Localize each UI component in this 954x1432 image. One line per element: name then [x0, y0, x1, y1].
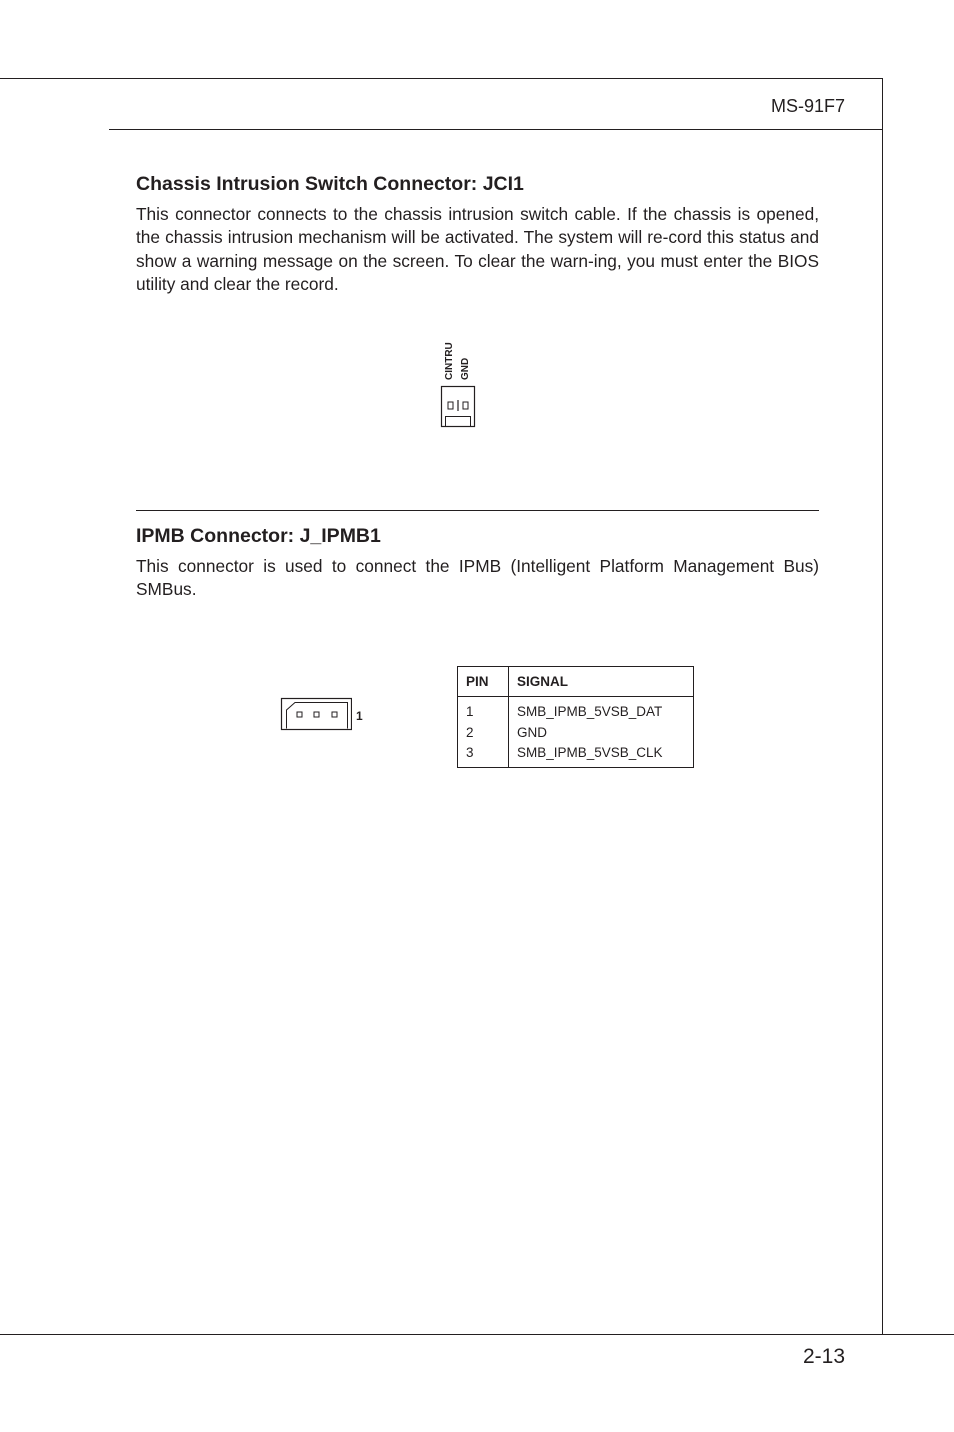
signal-cell: SMB_IPMB_5VSB_CLK	[517, 745, 663, 760]
top-rule	[0, 78, 883, 79]
ipmb-pin-table	[457, 666, 694, 768]
cintru-label: CINTRU	[444, 342, 455, 380]
bottom-rule	[0, 1334, 954, 1335]
page-number: 2-13	[802, 1345, 845, 1368]
section-divider	[136, 510, 819, 511]
pin1-marker: 1	[356, 709, 363, 723]
ipmb-header-icon	[278, 694, 352, 736]
signal-cell: GND	[517, 724, 547, 740]
header-rule	[109, 129, 883, 130]
gnd-label: GND	[460, 357, 471, 380]
section-title-ipmb: IPMB Connector: J_IPMB1	[136, 525, 381, 547]
ipmb-connector-diagram	[278, 694, 368, 736]
table-header-row	[458, 667, 694, 697]
right-margin-rule	[882, 78, 883, 1335]
column-header-pin: PIN	[458, 667, 509, 697]
signal-column	[509, 697, 694, 768]
section-title-jci1: Chassis Intrusion Switch Connector: JCI1	[136, 173, 524, 195]
column-header-signal: SIGNAL	[509, 667, 694, 697]
section-body-ipmb: This connector is used to connect the IPMB (Intelligent Platform Management Bus) SMBus.	[136, 556, 819, 600]
section-body-jci1: This connector connects to the chassis intrusion switch cable. If the chassis is opened, the chassis intrusion mechanism will be activated. The system will re-cord this status and show a warning message on the screen. To clear the warn-ing, you must enter the BIOS utility and clear the record.	[136, 204, 819, 295]
jci1-header-icon	[436, 330, 486, 435]
pin-cell: 2	[466, 724, 474, 740]
jci1-connector-diagram	[436, 330, 486, 435]
table-row	[458, 697, 694, 768]
pin-cell: 1	[466, 704, 474, 719]
pin-cell: 3	[466, 745, 474, 760]
pin-column	[458, 697, 509, 768]
model-number: MS-91F7	[770, 96, 845, 116]
signal-cell: SMB_IPMB_5VSB_DAT	[517, 704, 663, 719]
